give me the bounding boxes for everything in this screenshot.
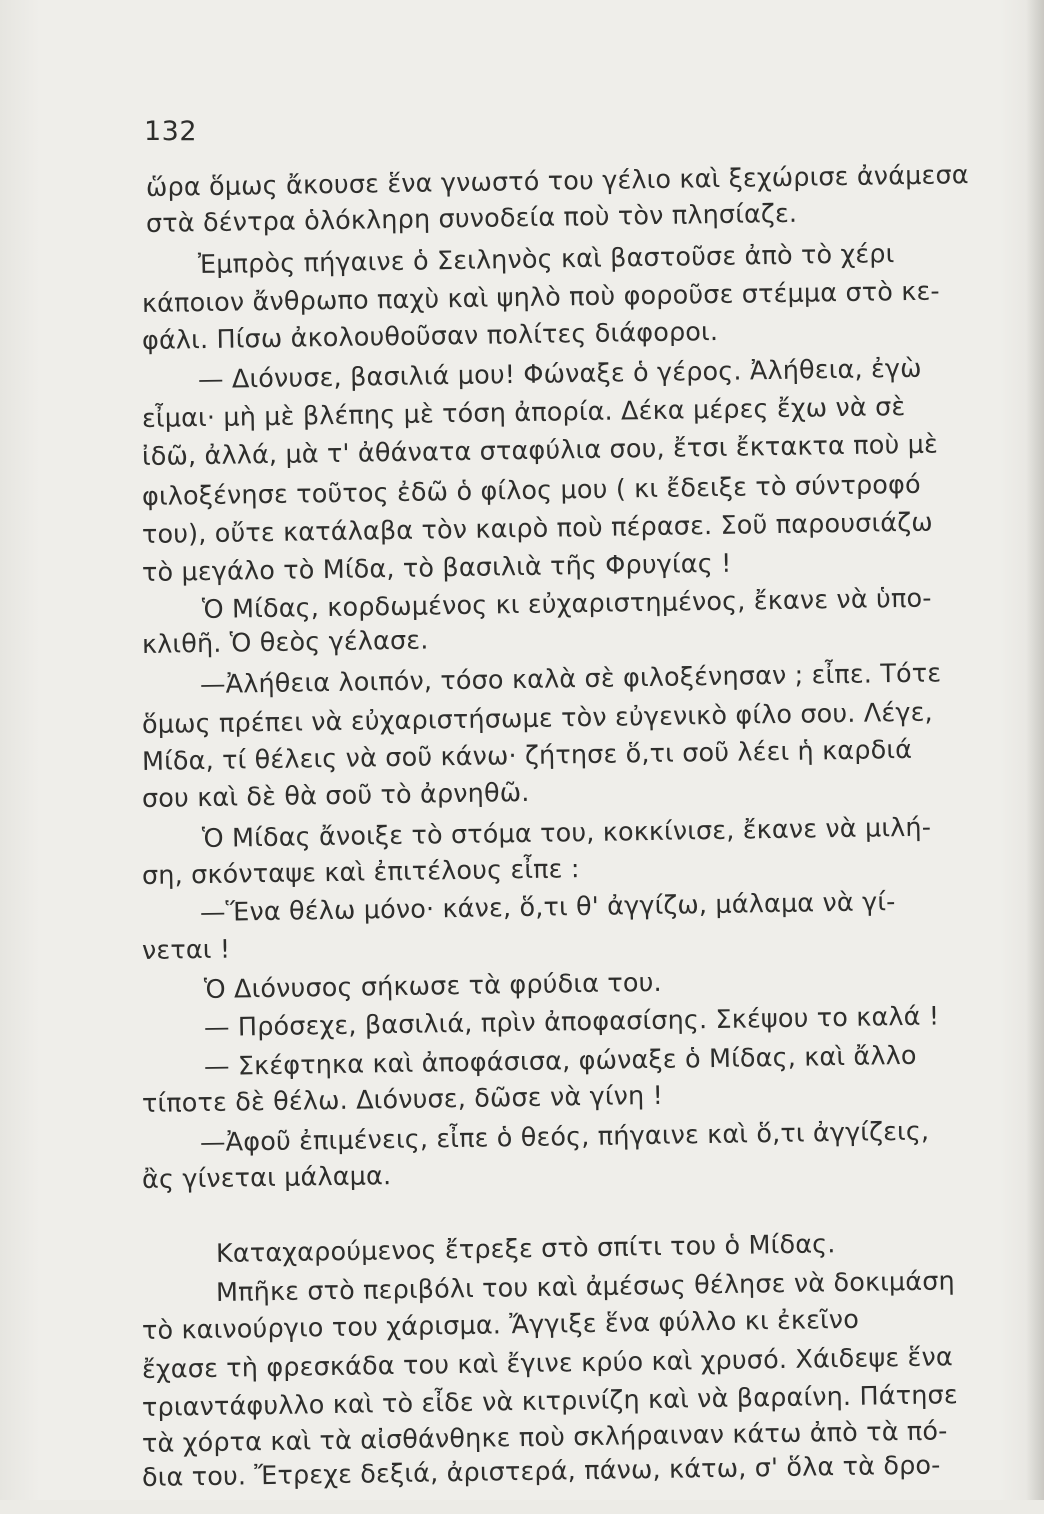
text-line: του), οὔτε κατάλαβα τὸν καιρὸ ποὺ πέρασε. Σοῦ παρουσιάζω (141, 507, 933, 551)
text-line: σου καὶ δὲ θὰ σοῦ τὸ ἀρνηθῶ. (141, 778, 530, 815)
text-line: ὥρα ὅμως ἄκουσε ἕνα γνωστό του γέλιο καὶ ξεχώρισε ἀνάμεσα (145, 160, 969, 203)
text-line: κλιθῆ. Ὁ θεὸς γέλασε. (141, 625, 429, 660)
text-line: νεται ! (141, 934, 231, 967)
text-line: εἶμαι· μὴ μὲ βλέπης μὲ τόση ἀπορία. Δέκα μέρες ἔχω νὰ σὲ (141, 391, 906, 434)
text-line: —Ἀλήθεια λοιπόν, τόσο καλὰ σὲ φιλοξένησαν ; εἶπε. Τότε (199, 658, 942, 701)
text-line: τὸ μεγάλο τὸ Μίδα, τὸ βασιλιὰ τῆς Φρυγίας ! (141, 548, 732, 588)
text-line: στὰ δέντρα ὁλόκληρη συνοδεία ποὺ τὸν πλησίαζε. (145, 198, 798, 239)
text-line: τίποτε δὲ θέλω. Διόνυσε, δῶσε νὰ γίνη ! (141, 1081, 664, 1120)
text-line: τὸ καινούργιο του χάρισμα. Ἄγγιξε ἕνα φύλλο κι ἐκεῖνο (141, 1304, 860, 1347)
text-line: κάποιον ἄνθρωπο παχὺ καὶ ψηλὸ ποὺ φοροῦσε στέμμα στὸ κε- (141, 276, 940, 320)
text-line: — Σκέφτηκα καὶ ἀποφάσισα, φώναξε ὁ Μίδας, καὶ ἄλλο (203, 1040, 917, 1082)
text-line: τριαντάφυλλο καὶ τὸ εἶδε νὰ κιτρινίζη καὶ νὰ βαραίνη. Πάτησε (141, 1380, 959, 1423)
text-line: — Πρόσεχε, βασιλιά, πρὶν ἀποφασίσης. Σκέψου το καλά ! (203, 1001, 940, 1044)
text-line: Ἐμπρὸς πήγαινε ὁ Σειληνὸς καὶ βαστοῦσε ἀπὸ τὸ χέρι (197, 238, 895, 280)
text-line: Ὁ Μίδας, κορδωμένος κι εὐχαριστημένος, ἔκανε νὰ ὑπο- (201, 583, 932, 626)
text-line: — Διόνυσε, βασιλιά μου! Φώναξε ὁ γέρος. Ἀλήθεια, ἐγὼ (197, 353, 922, 396)
text-line: Ὁ Μίδας ἄνοιξε τὸ στόμα του, κοκκίνισε, ἔκανε νὰ μιλή- (201, 812, 932, 854)
text-line: ἔχασε τὴ φρεσκάδα του καὶ ἔγινε κρύο καὶ χρυσό. Χάιδεψε ἕνα (141, 1341, 954, 1385)
text-line: τὰ χόρτα καὶ τὰ αἰσθάνθηκε ποὺ σκλήραιναν κάτω ἀπὸ τὰ πό- (141, 1416, 948, 1460)
text-line: ση, σκόνταψε καὶ ἐπιτέλους εἶπε : (141, 854, 580, 892)
text-line: φάλι. Πίσω ἀκολουθοῦσαν πολίτες διάφοροι. (141, 316, 719, 356)
page-edge-shadow (1026, 0, 1044, 1500)
text-line: —Ἀφοῦ ἐπιμένεις, εἶπε ὁ θεός, πήγαινε καὶ ὅ,τι ἀγγίζεις, (199, 1116, 930, 1158)
text-line: —Ἕνα θέλω μόνο· κάνε, ὅ,τι θ' ἀγγίζω, μάλαμα νὰ γί- (199, 886, 896, 928)
text-line: φιλοξένησε τοῦτος ἐδῶ ὁ φίλος μου ( κι ἔδειξε τὸ σύντροφό (141, 469, 921, 512)
text-line: Καταχαρούμενος ἔτρεξε στὸ σπίτι του ὁ Μίδας. (215, 1229, 836, 1270)
text-line: δια του. Ἔτρεχε δεξιά, ἀριστερά, πάνω, κάτω, σ' ὅλα τὰ δρο- (141, 1450, 941, 1493)
page-number: 132 (144, 116, 198, 147)
text-line: Μπῆκε στὸ περιβόλι του καὶ ἀμέσως θέλησε νὰ δοκιμάση (215, 1265, 956, 1308)
text-line: Μίδα, τί θέλεις νὰ σοῦ κάνω· ζήτησε ὅ,τι σοῦ λέει ἡ καρδιά (141, 734, 913, 777)
text-line: ἂς γίνεται μάλαμα. (141, 1161, 392, 1196)
text-line: ἰδῶ, ἀλλά, μὰ τ' ἀθάνατα σταφύλια σου, ἔτσι ἔκτακτα ποὺ μὲ (141, 429, 939, 473)
text-line: ὅμως πρέπει νὰ εὐχαριστήσωμε τὸν εὐγενικὸ φίλο σου. Λέγε, (141, 697, 933, 740)
text-line: Ὁ Διόνυσος σήκωσε τὰ φρύδια του. (203, 967, 662, 1005)
